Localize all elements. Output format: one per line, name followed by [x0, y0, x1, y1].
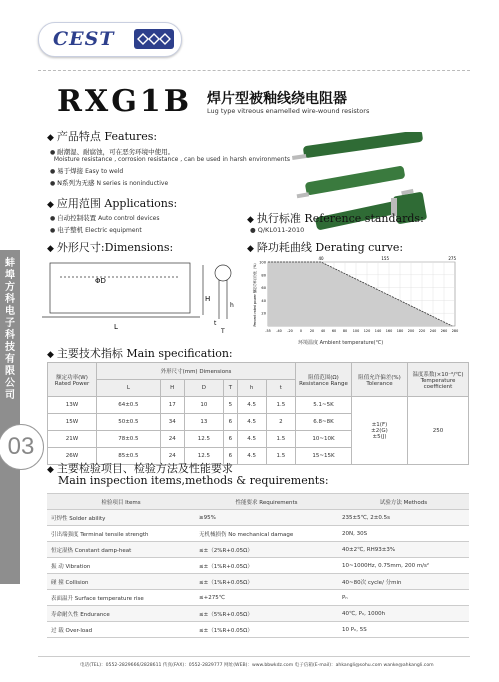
insp-cell: 振 动 Vibration — [47, 558, 195, 574]
x-tick-label: -55 — [265, 329, 271, 333]
insp-cell: 恒定湿热 Constant damp-heat — [47, 542, 195, 558]
insp-cell: 10~1000Hz, 0.75mm, 200 m/s² — [338, 558, 469, 574]
insp-cell: 过 载 Over-load — [47, 622, 195, 638]
spec-cell: 85±0.5 — [97, 448, 161, 465]
y-tick-label: 20 — [261, 311, 266, 316]
spec-col-tolerance: 阻值允许偏差(%) Tolerance — [352, 363, 408, 397]
inspection-heading-cn: ◆ 主要检验项目、检验方法及性能要求 — [47, 462, 233, 475]
features-heading: ◆ 产品特点 Features: — [47, 130, 158, 143]
x-tick-label: 220 — [418, 329, 426, 333]
y-tick-label: 40 — [261, 298, 266, 303]
label-T: T — [221, 328, 225, 335]
insp-row — [47, 510, 469, 526]
spec-dim-col: T — [224, 380, 237, 397]
resistor-body-outline — [50, 263, 190, 313]
feature-item: ● 耐潮湿、耐腐蚀，可在恶劣环境中使用。 Moisture resistance , corrosion resistance , can be used in harsh environments — [50, 148, 290, 163]
footer-contact: 电话(TEL)：0552-2829666/2828611 传真(FAX)：0552-2829777 网址(WEB)：www.bbwkdz.com 电子信箱(E-mail)：ahkangli@sohu.com wanke@ahkangli.com — [80, 663, 434, 668]
y-axis-label: Percent rated power 额定功率百分比（%） — [253, 261, 257, 327]
spec-cell: 4.5 — [237, 414, 266, 431]
spec-cell: 12.5 — [184, 448, 224, 465]
insp-cell: 引出端强度 Terminal tensile strength — [47, 526, 195, 542]
insp-cell: 40±2℃, RH93±3% — [338, 542, 469, 558]
standards-heading: ◆ 执行标准 Reference standards: — [247, 212, 424, 225]
spec-cell: 21W — [48, 431, 97, 448]
footer-divider — [38, 656, 470, 657]
dimensions-heading: ◆ 外形尺寸:Dimensions: — [47, 241, 174, 254]
feature-item: ● N系列为无感 N series is noninductive — [50, 179, 169, 187]
spec-cell: 78±0.5 — [97, 431, 161, 448]
x-tick-label: 120 — [363, 329, 371, 333]
spec-cell: 4.5 — [237, 431, 266, 448]
spec-cell: 1.5 — [266, 448, 295, 465]
spec-cell: 17 — [160, 397, 184, 414]
insp-row — [47, 574, 469, 590]
page-number: 03 — [0, 424, 44, 470]
spec-dim-col: L — [97, 380, 161, 397]
x-tick-label: 280 — [451, 329, 459, 333]
spec-cell: 2 — [266, 414, 295, 431]
spec-cell: 6 — [224, 448, 237, 465]
insp-cell: 235±5℃, 2±0.5s — [338, 510, 469, 526]
spec-tolerance-cell: ±1(F) ±2(G) ±5(J) — [352, 397, 408, 465]
insp-row — [47, 558, 469, 574]
spec-cell: 12.5 — [184, 431, 224, 448]
top-tick-label: 40 — [318, 256, 324, 261]
x-tick-label: 240 — [429, 329, 437, 333]
spec-cell: 64±0.5 — [97, 397, 161, 414]
derating-chart — [250, 254, 465, 346]
label-L: L — [114, 323, 118, 331]
lug-outline — [215, 265, 231, 281]
brand-mark-icon — [134, 29, 174, 49]
spec-tcr-cell: 250 — [408, 397, 469, 465]
spec-cell: 4.5 — [237, 448, 266, 465]
spec-cell: 24 — [160, 431, 184, 448]
title-en: Lug type vitreous enamelled wire-wound resistors — [207, 107, 370, 115]
spec-cell: 50±0.5 — [97, 414, 161, 431]
x-tick-label: 80 — [342, 329, 348, 333]
spec-col-dims: 外形尺寸(mm) Dimensions — [97, 363, 296, 380]
applications-heading: ◆ 应用范围 Applications: — [47, 197, 178, 210]
spec-cell: 10 — [184, 397, 224, 414]
insp-cell: ≤±（1%R+0.05Ω） — [195, 558, 338, 574]
x-tick-label: 200 — [407, 329, 415, 333]
insp-cell: ≤±（1%R+0.05Ω） — [195, 622, 338, 638]
x-tick-label: 180 — [396, 329, 404, 333]
insp-cell: 10 Pₙ, 5S — [338, 622, 469, 638]
model-title: RXG1B — [57, 84, 193, 119]
insp-cell: 20N, 30S — [338, 526, 469, 542]
insp-col: 试验方法 Methods — [338, 494, 469, 510]
label-H: H — [205, 295, 211, 303]
x-tick-label: 260 — [440, 329, 448, 333]
spec-cell: 1.5 — [266, 431, 295, 448]
insp-cell: 无机械损伤 No mechanical damage — [195, 526, 338, 542]
insp-cell: ≤±（2%R+0.05Ω） — [195, 542, 338, 558]
spec-cell: 5 — [224, 397, 237, 414]
derating-heading: ◆ 降功耗曲线 Derating curve: — [247, 241, 404, 254]
resistor-image-1 — [292, 132, 433, 160]
spec-table — [47, 362, 469, 465]
side-company-cn: 蚌埠方科电子科技有限公司 — [5, 258, 15, 401]
brand-logo-text: CEST — [53, 28, 115, 50]
x-tick-label: 100 — [352, 329, 360, 333]
insp-cell: ≤+275℃ — [195, 590, 338, 606]
spec-cell: 26W — [48, 448, 97, 465]
spec-cell: 24 — [160, 448, 184, 465]
label-h: h — [230, 302, 234, 309]
insp-col: 检验项目 Items — [47, 494, 195, 510]
spec-col-tcr: 温度系数(×10⁻⁶/℃) Temperature coefficient — [408, 363, 469, 397]
dimension-drawing — [40, 255, 240, 335]
spec-cell: 6 — [224, 431, 237, 448]
insp-row — [47, 526, 469, 542]
brand-logo — [38, 22, 182, 57]
top-tick-label: 275 — [448, 256, 457, 261]
spec-cell: 6 — [224, 414, 237, 431]
spec-dim-col: D — [184, 380, 224, 397]
spec-cell: 15W — [48, 414, 97, 431]
x-tick-label: -40 — [276, 329, 282, 333]
spec-cell: 4.5 — [237, 397, 266, 414]
insp-cell: ≤±（5%R+0.05Ω） — [195, 606, 338, 622]
label-phiD: ΦD — [95, 277, 106, 285]
inspection-table — [47, 493, 469, 638]
spec-col-power: 额定功率(W) Rated Power — [48, 363, 97, 397]
inspection-heading-en: Main inspection items,methods & requirements: — [58, 474, 329, 487]
insp-row — [47, 590, 469, 606]
x-tick-label: 40 — [320, 329, 326, 333]
spec-dim-col: H — [160, 380, 184, 397]
spec-cell: 34 — [160, 414, 184, 431]
application-item: ● 电子整机 Electric equipment — [50, 226, 142, 234]
insp-cell: ≤±（1%R+0.05Ω） — [195, 574, 338, 590]
divider — [38, 70, 470, 71]
spec-row — [48, 397, 469, 414]
spec-cell: 15~15K — [296, 448, 352, 465]
spec-cell: 6.8~8K — [296, 414, 352, 431]
insp-cell: 寿命耐久性 Endurance — [47, 606, 195, 622]
feature-item: ● 易于焊接 Easy to weld — [50, 167, 124, 175]
label-t: t — [214, 320, 217, 327]
x-tick-label: 140 — [374, 329, 382, 333]
x-tick-label: 60 — [331, 329, 337, 333]
y-tick-label: 60 — [261, 286, 266, 291]
insp-cell: 40~80次 cycle/ 分min — [338, 574, 469, 590]
x-tick-label: 20 — [309, 329, 315, 333]
insp-cell: 碰 撞 Collision — [47, 574, 195, 590]
insp-cell: Pₙ — [338, 590, 469, 606]
x-tick-label: 160 — [385, 329, 393, 333]
spec-heading: ◆ 主要技术指标 Main specification: — [47, 347, 233, 360]
spec-cell: 13W — [48, 397, 97, 414]
spec-cell: 1.5 — [266, 397, 295, 414]
insp-cell: 可焊性 Solder ability — [47, 510, 195, 526]
insp-row — [47, 542, 469, 558]
insp-cell: ≥95% — [195, 510, 338, 526]
spec-dim-col: h — [237, 380, 266, 397]
insp-cell: 40℃, Pₙ, 1000h — [338, 606, 469, 622]
title-cn: 焊片型被釉线绕电阻器 — [207, 91, 347, 107]
resistor-image-2 — [297, 165, 406, 198]
insp-cell: 表面温升 Surface temperature rise — [47, 590, 195, 606]
spec-cell: 13 — [184, 414, 224, 431]
insp-row — [47, 606, 469, 622]
spec-cell: 10~10K — [296, 431, 352, 448]
y-tick-label: 100 — [259, 260, 266, 265]
spec-col-range: 阻值范围(Ω) Resistance Range — [296, 363, 352, 397]
spec-cell: 5.1~5K — [296, 397, 352, 414]
y-tick-label: 80 — [261, 273, 266, 278]
application-item: ● 自动控制装置 Auto control devices — [50, 214, 160, 222]
insp-col: 性能要求 Requirements — [195, 494, 338, 510]
insp-row — [47, 622, 469, 638]
derating-xlabel: 环境温度 Ambient temperature(℃) — [298, 340, 384, 346]
spec-dim-col: t — [266, 380, 295, 397]
top-tick-label: 155 — [381, 256, 390, 261]
standard-value: ● Q/KL011-2010 — [250, 226, 305, 234]
x-tick-label: 0 — [299, 329, 303, 333]
x-tick-label: -20 — [287, 329, 293, 333]
